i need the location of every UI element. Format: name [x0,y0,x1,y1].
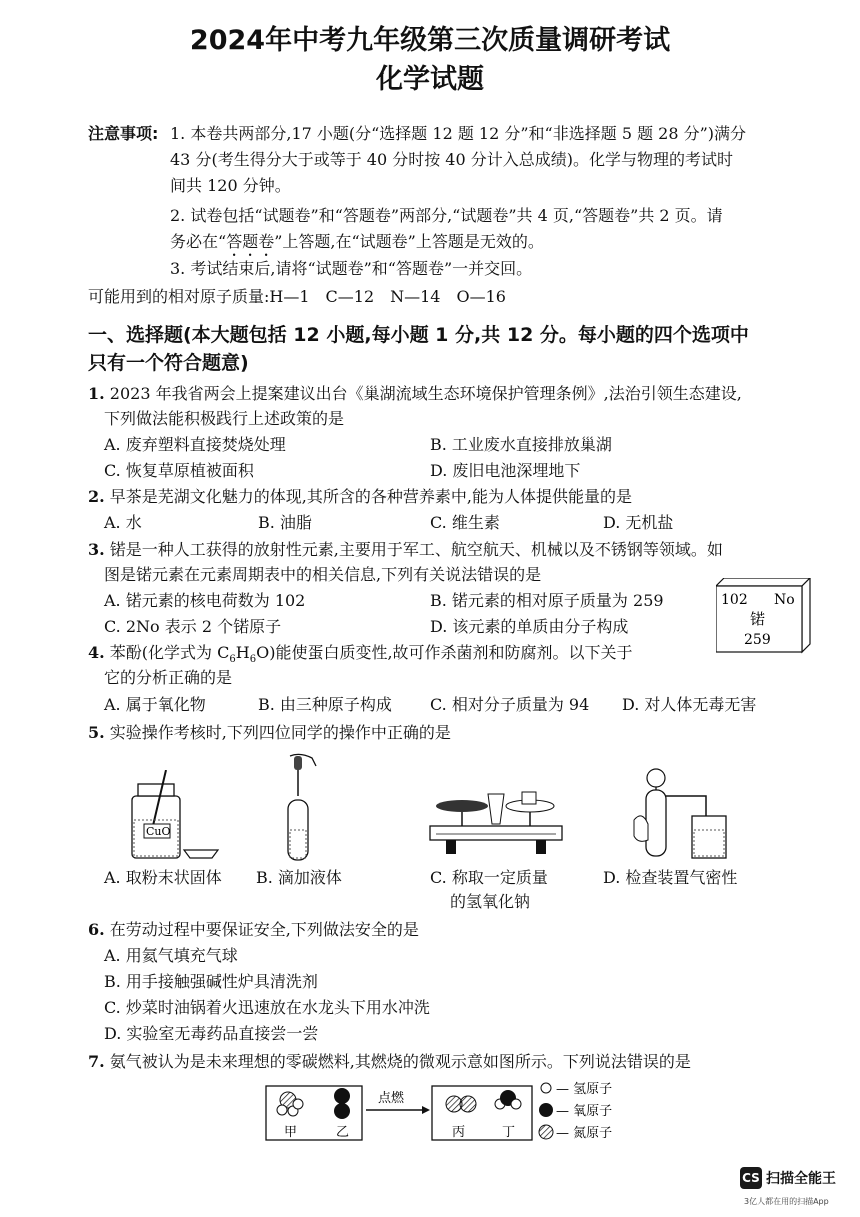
option-a: A. 废弃塑料直接焚烧处理 [104,435,286,454]
paper-title: 2024年中考九年级第三次质量调研考试 [189,25,671,56]
option-c-continued: 的氢氧化钠 [450,892,531,911]
scanner-tagline: 3亿人都在用的扫描App [744,1197,829,1206]
question-3-stem: 3. 锘是一种人工获得的放射性元素,主要用于军工、航空航天、机械以及不锈钢等领域。如 [88,540,723,559]
question-7-stem: 7. 氨气被认为是未来理想的零碳燃料,其燃烧的微观示意如图所示。下列说法错误的是 [88,1052,691,1071]
option-b: B. 由三种原子构成 [258,695,392,714]
option-b: B. 工业废水直接排放巢湖 [430,435,612,454]
scanner-brand: 扫描全能王 [766,1171,836,1187]
element-name: 锘 [750,610,766,628]
option-b: B. 油脂 [258,513,312,532]
option-a: A. 属于氧化物 [104,695,206,714]
figure-dropper [272,752,332,864]
legend-nitrogen: — 氮原子 [556,1126,613,1141]
scanner-watermark [740,1167,836,1189]
option-c: C. 炒菜时油锅着火迅速放在水龙头下用水冲洗 [104,998,430,1017]
section-heading: 只有一个符合题意) [88,352,249,374]
question-6-stem: 6. 在劳动过程中要保证安全,下列做法安全的是 [88,920,419,939]
figure-airtight-check [632,766,732,862]
arrow-label: 点燃 [378,1091,405,1106]
label-yi: 乙 [336,1125,350,1140]
notes-line: 43 分(考生得分大于或等于 40 分时按 40 分计入总成绩)。化学与物理的考试时 [170,150,733,169]
notes-label: 注意事项: [88,124,159,143]
figure-powder-bottle [118,770,223,862]
option-d: D. 对人体无毒无害 [622,695,757,714]
figure-balance [426,784,566,860]
emphasized-text: 答题卷 [226,232,275,251]
cs-logo-icon: CS [740,1167,762,1189]
option-b: B. 用手接触强碱性炉具清洗剂 [104,972,318,991]
element-symbol: No [774,592,795,608]
notes-line: 3. 考试结束后,请将“试题卷”和“答题卷”一并交回。 [170,259,533,278]
section-heading: 一、选择题(本大题包括 12 小题,每小题 1 分,共 12 分。每小题的四个选项中 [88,324,749,346]
question-1-stem: 1. 2023 年我省两会上提案建议出台《巢湖流域生态环境保护管理条例》,法治引领生态建设, [88,384,742,403]
option-c: C. 维生素 [430,513,500,532]
option-c: C. 恢复草原植被面积 [104,461,254,480]
option-d: D. 该元素的单质由分子构成 [430,617,629,636]
option-a: A. 用氦气填充气球 [104,946,238,965]
notes-line: 务必在“答题卷”上答题,在“试题卷”上答题是无效的。 [170,232,544,251]
option-a: A. 取粉末状固体 [104,868,222,887]
element-number: 102 [721,592,748,608]
question-4-stem: 4. 苯酚(化学式为 $C_6H_6O$)能使蛋白质变性,故可作杀菌剂和防腐剂。以下关于 [88,643,633,666]
label-jia: 甲 [284,1125,298,1140]
label-bing: 丙 [452,1125,466,1140]
option-a: A. 水 [104,513,142,532]
notes-line: 间共 120 分钟。 [170,176,291,195]
question-5-stem: 5. 实验操作考核时,下列四位同学的操作中正确的是 [88,723,451,742]
option-d: D. 检查装置气密性 [603,868,738,887]
question-1-stem: 下列做法能积极践行上述政策的是 [104,409,345,428]
legend-hydrogen: — 氢原子 [556,1082,613,1097]
question-4-stem: 它的分析正确的是 [104,668,233,687]
option-a: A. 锘元素的核电荷数为 102 [104,591,306,610]
option-b: B. 滴加液体 [256,868,342,887]
option-c: C. 相对分子质量为 94 [430,695,590,714]
question-2-stem: 2. 早茶是芜湖文化魅力的体现,其所含的各种营养素中,能为人体提供能量的是 [88,487,632,506]
element-mass: 259 [744,632,771,648]
paper-subtitle: 化学试题 [376,64,484,95]
legend-oxygen: — 氧原子 [556,1104,613,1119]
reaction-diagram [262,1080,682,1146]
option-d: D. 废旧电池深埋地下 [430,461,581,480]
notes-line: 2. 试卷包括“试题卷”和“答题卷”两部分,“试题卷”共 4 页,“答题卷”共 2 页。请 [170,206,723,225]
label-ding: 丁 [502,1125,516,1140]
element-cell-figure [716,578,816,658]
question-3-stem: 图是锘元素在元素周期表中的相关信息,下列有关说法错误的是 [104,565,542,584]
bottle-label: CuO [146,825,171,838]
option-b: B. 锘元素的相对原子质量为 259 [430,591,664,610]
notes-line: 1. 本卷共两部分,17 小题(分“选择题 12 题 12 分”和“非选择题 5 题 28 分”)满分 [170,124,747,143]
option-d: D. 无机盐 [603,513,674,532]
option-c: C. 2No 表示 2 个锘原子 [104,617,282,636]
option-d: D. 实验室无毒药品直接尝一尝 [104,1024,319,1043]
option-c: C. 称取一定质量 [430,868,548,887]
atomic-masses: 可能用到的相对原子质量:H—1 C—12 N—14 O—16 [88,287,506,306]
